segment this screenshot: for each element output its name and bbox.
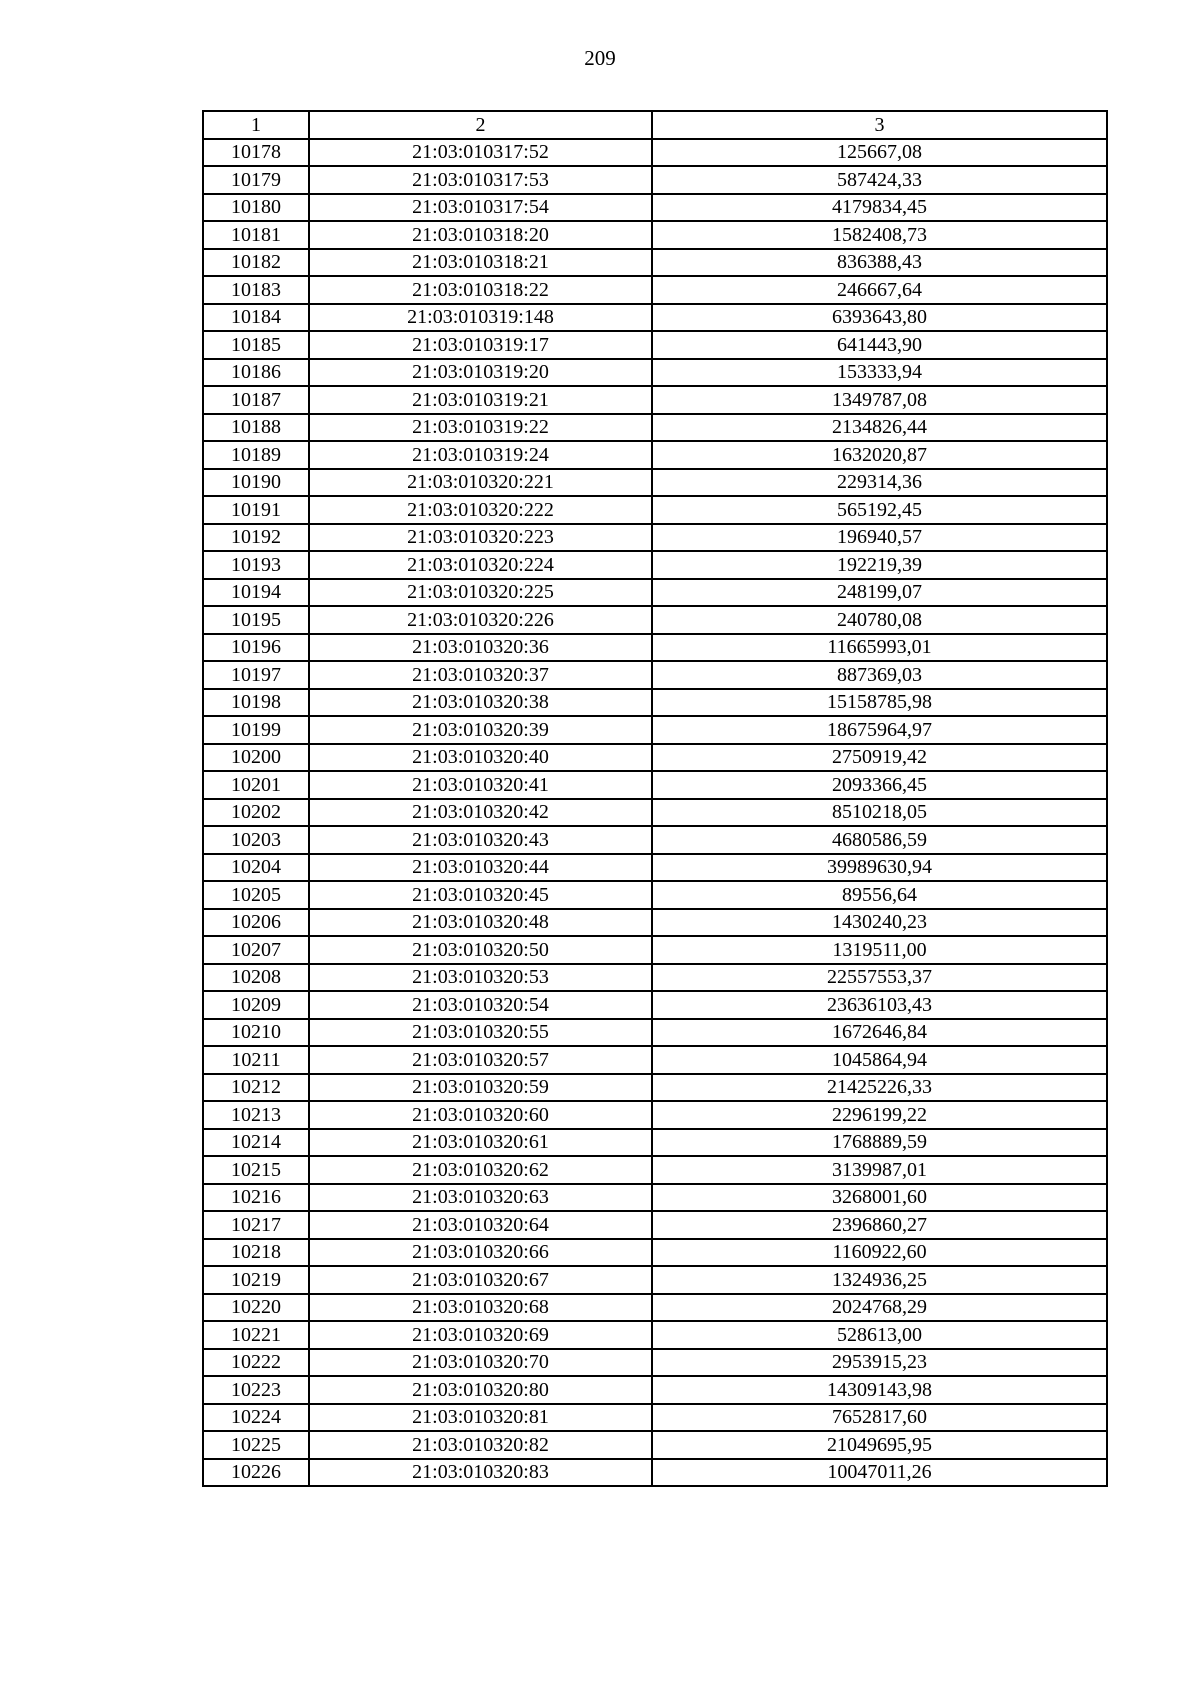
cadastral-value-cell: 196940,57 [652, 524, 1107, 552]
column-header-1: 1 [203, 111, 309, 139]
table-row [203, 936, 1107, 964]
row-number-cell: 10187 [203, 386, 309, 414]
cadastral-number-cell: 21:03:010320:50 [309, 936, 652, 964]
row-number-cell: 10208 [203, 964, 309, 992]
cadastral-value-cell: 1319511,00 [652, 936, 1107, 964]
row-number-cell: 10191 [203, 496, 309, 524]
cadastral-value-cell: 89556,64 [652, 881, 1107, 909]
row-number-cell: 10189 [203, 441, 309, 469]
table-row [203, 1156, 1107, 1184]
cadastral-number-cell: 21:03:010320:57 [309, 1046, 652, 1074]
row-number-cell: 10201 [203, 771, 309, 799]
table-row [203, 881, 1107, 909]
cadastral-value-cell: 2093366,45 [652, 771, 1107, 799]
cadastral-value-cell: 836388,43 [652, 249, 1107, 277]
cadastral-number-cell: 21:03:010317:53 [309, 166, 652, 194]
cadastral-value-cell: 8510218,05 [652, 799, 1107, 827]
cadastral-value-cell: 18675964,97 [652, 716, 1107, 744]
cadastral-number-cell: 21:03:010320:223 [309, 524, 652, 552]
column-header-3: 3 [652, 111, 1107, 139]
table-row [203, 469, 1107, 497]
row-number-cell: 10199 [203, 716, 309, 744]
cadastral-value-cell: 21425226,33 [652, 1074, 1107, 1102]
row-number-cell: 10204 [203, 854, 309, 882]
cadastral-number-cell: 21:03:010319:148 [309, 304, 652, 332]
table-row [203, 1046, 1107, 1074]
cadastral-value-cell: 248199,07 [652, 579, 1107, 607]
cadastral-value-cell: 3268001,60 [652, 1184, 1107, 1212]
cadastral-number-cell: 21:03:010320:45 [309, 881, 652, 909]
cadastral-value-cell: 1768889,59 [652, 1129, 1107, 1157]
cadastral-number-cell: 21:03:010320:226 [309, 606, 652, 634]
row-number-cell: 10186 [203, 359, 309, 387]
row-number-cell: 10197 [203, 661, 309, 689]
cadastral-value-cell: 2024768,29 [652, 1294, 1107, 1322]
table-row [203, 1101, 1107, 1129]
cadastral-number-cell: 21:03:010320:59 [309, 1074, 652, 1102]
cadastral-number-cell: 21:03:010320:37 [309, 661, 652, 689]
row-number-cell: 10211 [203, 1046, 309, 1074]
cadastral-value-cell: 2750919,42 [652, 744, 1107, 772]
cadastral-value-cell: 2953915,23 [652, 1349, 1107, 1377]
table-row [203, 386, 1107, 414]
cadastral-number-cell: 21:03:010319:17 [309, 331, 652, 359]
table-row [203, 1019, 1107, 1047]
column-header-2: 2 [309, 111, 652, 139]
table-row [203, 1459, 1107, 1487]
table-row [203, 304, 1107, 332]
row-number-cell: 10225 [203, 1431, 309, 1459]
row-number-cell: 10195 [203, 606, 309, 634]
table-body [203, 139, 1107, 1487]
cadastral-value-cell: 240780,08 [652, 606, 1107, 634]
cadastral-value-cell: 14309143,98 [652, 1376, 1107, 1404]
table-row [203, 1266, 1107, 1294]
row-number-cell: 10220 [203, 1294, 309, 1322]
row-number-cell: 10182 [203, 249, 309, 277]
row-number-cell: 10223 [203, 1376, 309, 1404]
row-number-cell: 10188 [203, 414, 309, 442]
table-row [203, 1349, 1107, 1377]
cadastral-number-cell: 21:03:010320:39 [309, 716, 652, 744]
cadastral-value-cell: 125667,08 [652, 139, 1107, 167]
table-row [203, 166, 1107, 194]
table-row [203, 1404, 1107, 1432]
table-row [203, 1184, 1107, 1212]
cadastral-number-cell: 21:03:010320:61 [309, 1129, 652, 1157]
table-row [203, 661, 1107, 689]
cadastral-value-cell: 1632020,87 [652, 441, 1107, 469]
cadastral-number-cell: 21:03:010319:24 [309, 441, 652, 469]
table-row [203, 744, 1107, 772]
row-number-cell: 10221 [203, 1321, 309, 1349]
cadastral-value-cell: 21049695,95 [652, 1431, 1107, 1459]
cadastral-number-cell: 21:03:010320:44 [309, 854, 652, 882]
table-row [203, 194, 1107, 222]
table-row [203, 414, 1107, 442]
cadastral-value-cell: 587424,33 [652, 166, 1107, 194]
cadastral-value-cell: 6393643,80 [652, 304, 1107, 332]
row-number-cell: 10207 [203, 936, 309, 964]
cadastral-number-cell: 21:03:010320:53 [309, 964, 652, 992]
cadastral-number-cell: 21:03:010317:52 [309, 139, 652, 167]
header-row [203, 111, 1107, 139]
table-row [203, 606, 1107, 634]
row-number-cell: 10212 [203, 1074, 309, 1102]
table-row [203, 1294, 1107, 1322]
cadastral-number-cell: 21:03:010320:54 [309, 991, 652, 1019]
table-row [203, 249, 1107, 277]
table-row [203, 551, 1107, 579]
row-number-cell: 10224 [203, 1404, 309, 1432]
cadastral-value-cell: 15158785,98 [652, 689, 1107, 717]
cadastral-value-cell: 3139987,01 [652, 1156, 1107, 1184]
cadastral-number-cell: 21:03:010320:68 [309, 1294, 652, 1322]
cadastral-number-cell: 21:03:010320:60 [309, 1101, 652, 1129]
cadastral-number-cell: 21:03:010320:225 [309, 579, 652, 607]
row-number-cell: 10202 [203, 799, 309, 827]
table-row [203, 1239, 1107, 1267]
row-number-cell: 10196 [203, 634, 309, 662]
row-number-cell: 10198 [203, 689, 309, 717]
cadastral-value-cell: 565192,45 [652, 496, 1107, 524]
row-number-cell: 10210 [203, 1019, 309, 1047]
row-number-cell: 10205 [203, 881, 309, 909]
table-row [203, 221, 1107, 249]
table-row [203, 524, 1107, 552]
cadastral-number-cell: 21:03:010320:81 [309, 1404, 652, 1432]
row-number-cell: 10178 [203, 139, 309, 167]
table-row [203, 331, 1107, 359]
table-row [203, 689, 1107, 717]
cadastral-number-cell: 21:03:010320:64 [309, 1211, 652, 1239]
cadastral-value-cell: 1582408,73 [652, 221, 1107, 249]
cadastral-value-cell: 229314,36 [652, 469, 1107, 497]
cadastral-number-cell: 21:03:010320:69 [309, 1321, 652, 1349]
cadastral-value-cell: 7652817,60 [652, 1404, 1107, 1432]
cadastral-number-cell: 21:03:010320:42 [309, 799, 652, 827]
cadastral-number-cell: 21:03:010320:48 [309, 909, 652, 937]
cadastral-value-cell: 39989630,94 [652, 854, 1107, 882]
row-number-cell: 10184 [203, 304, 309, 332]
row-number-cell: 10216 [203, 1184, 309, 1212]
row-number-cell: 10200 [203, 744, 309, 772]
table-row [203, 1211, 1107, 1239]
table-row [203, 771, 1107, 799]
row-number-cell: 10185 [203, 331, 309, 359]
row-number-cell: 10192 [203, 524, 309, 552]
cadastral-value-cell: 2296199,22 [652, 1101, 1107, 1129]
table-row [203, 964, 1107, 992]
cadastral-value-cell: 1160922,60 [652, 1239, 1107, 1267]
row-number-cell: 10179 [203, 166, 309, 194]
row-number-cell: 10219 [203, 1266, 309, 1294]
table-row [203, 359, 1107, 387]
row-number-cell: 10206 [203, 909, 309, 937]
table-row [203, 991, 1107, 1019]
cadastral-number-cell: 21:03:010320:40 [309, 744, 652, 772]
cadastral-value-cell: 192219,39 [652, 551, 1107, 579]
table-row [203, 1074, 1107, 1102]
table-row [203, 799, 1107, 827]
row-number-cell: 10209 [203, 991, 309, 1019]
cadastral-number-cell: 21:03:010319:21 [309, 386, 652, 414]
cadastral-number-cell: 21:03:010320:36 [309, 634, 652, 662]
cadastral-value-cell: 4680586,59 [652, 826, 1107, 854]
row-number-cell: 10183 [203, 276, 309, 304]
row-number-cell: 10213 [203, 1101, 309, 1129]
cadastral-number-cell: 21:03:010320:38 [309, 689, 652, 717]
cadastral-value-cell: 246667,64 [652, 276, 1107, 304]
cadastral-value-cell: 153333,94 [652, 359, 1107, 387]
cadastral-value-cell: 4179834,45 [652, 194, 1107, 222]
table-row [203, 826, 1107, 854]
table-row [203, 1129, 1107, 1157]
row-number-cell: 10214 [203, 1129, 309, 1157]
cadastral-number-cell: 21:03:010320:83 [309, 1459, 652, 1487]
cadastral-value-cell: 887369,03 [652, 661, 1107, 689]
cadastral-number-cell: 21:03:010319:20 [309, 359, 652, 387]
row-number-cell: 10194 [203, 579, 309, 607]
cadastral-value-cell: 1324936,25 [652, 1266, 1107, 1294]
cadastral-value-cell: 23636103,43 [652, 991, 1107, 1019]
cadastral-number-cell: 21:03:010320:55 [309, 1019, 652, 1047]
row-number-cell: 10190 [203, 469, 309, 497]
cadastral-number-cell: 21:03:010320:43 [309, 826, 652, 854]
cadastral-number-cell: 21:03:010320:62 [309, 1156, 652, 1184]
cadastral-value-cell: 1672646,84 [652, 1019, 1107, 1047]
cadastral-value-cell: 1349787,08 [652, 386, 1107, 414]
cadastral-number-cell: 21:03:010320:63 [309, 1184, 652, 1212]
cadastral-value-cell: 2396860,27 [652, 1211, 1107, 1239]
cadastral-number-cell: 21:03:010318:21 [309, 249, 652, 277]
cadastral-number-cell: 21:03:010320:224 [309, 551, 652, 579]
table-header [203, 111, 1107, 139]
cadastral-number-cell: 21:03:010320:82 [309, 1431, 652, 1459]
table-row [203, 1431, 1107, 1459]
cadastral-value-cell: 22557553,37 [652, 964, 1107, 992]
cadastral-number-cell: 21:03:010320:67 [309, 1266, 652, 1294]
row-number-cell: 10218 [203, 1239, 309, 1267]
cadastral-number-cell: 21:03:010320:66 [309, 1239, 652, 1267]
cadastral-number-cell: 21:03:010320:221 [309, 469, 652, 497]
cadastral-number-cell: 21:03:010320:222 [309, 496, 652, 524]
cadastral-value-cell: 11665993,01 [652, 634, 1107, 662]
table-row [203, 139, 1107, 167]
table-row [203, 441, 1107, 469]
cadastral-number-cell: 21:03:010320:80 [309, 1376, 652, 1404]
cadastral-value-cell: 10047011,26 [652, 1459, 1107, 1487]
cadastral-value-table [202, 110, 1108, 1487]
cadastral-value-cell: 528613,00 [652, 1321, 1107, 1349]
cadastral-value-cell: 2134826,44 [652, 414, 1107, 442]
table-row [203, 909, 1107, 937]
table-row [203, 634, 1107, 662]
table-row [203, 1376, 1107, 1404]
cadastral-value-cell: 641443,90 [652, 331, 1107, 359]
table-row [203, 854, 1107, 882]
cadastral-value-cell: 1430240,23 [652, 909, 1107, 937]
page-number: 209 [584, 46, 616, 70]
cadastral-value-cell: 1045864,94 [652, 1046, 1107, 1074]
table-row [203, 496, 1107, 524]
cadastral-number-cell: 21:03:010318:20 [309, 221, 652, 249]
cadastral-number-cell: 21:03:010320:70 [309, 1349, 652, 1377]
cadastral-number-cell: 21:03:010320:41 [309, 771, 652, 799]
row-number-cell: 10226 [203, 1459, 309, 1487]
table-row [203, 716, 1107, 744]
row-number-cell: 10217 [203, 1211, 309, 1239]
cadastral-number-cell: 21:03:010318:22 [309, 276, 652, 304]
row-number-cell: 10193 [203, 551, 309, 579]
row-number-cell: 10181 [203, 221, 309, 249]
row-number-cell: 10215 [203, 1156, 309, 1184]
row-number-cell: 10203 [203, 826, 309, 854]
table-row [203, 276, 1107, 304]
cadastral-number-cell: 21:03:010319:22 [309, 414, 652, 442]
table-row [203, 1321, 1107, 1349]
cadastral-number-cell: 21:03:010317:54 [309, 194, 652, 222]
table-row [203, 579, 1107, 607]
row-number-cell: 10222 [203, 1349, 309, 1377]
row-number-cell: 10180 [203, 194, 309, 222]
